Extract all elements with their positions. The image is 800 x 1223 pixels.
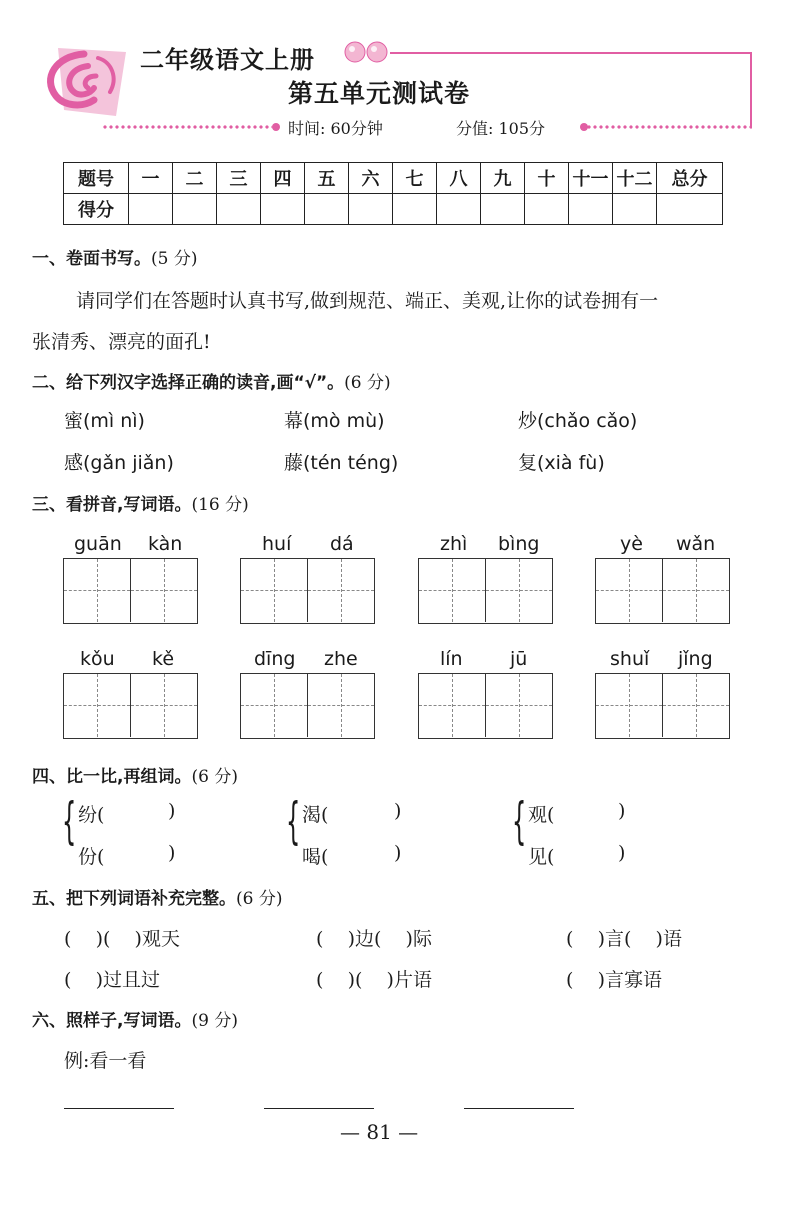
pinyin-label: kàn xyxy=(148,533,183,555)
header-frame-line xyxy=(750,52,752,128)
writing-grid[interactable] xyxy=(63,558,198,624)
score-input-cell[interactable] xyxy=(217,194,261,225)
pinyin-label: dīng xyxy=(254,648,296,670)
pinyin-label: jū xyxy=(510,648,528,670)
idiom-blank[interactable]: ( )边( )际 xyxy=(316,928,432,950)
brace-icon: { xyxy=(286,792,301,850)
table-row xyxy=(64,194,723,225)
table-cell: 总分 xyxy=(657,163,723,194)
writing-grid[interactable] xyxy=(418,673,553,739)
reading-choice[interactable]: 藤(tén téng) xyxy=(284,452,399,474)
dotted-divider xyxy=(102,125,272,129)
writing-grid[interactable] xyxy=(418,558,553,624)
compare-close: ) xyxy=(394,842,402,864)
exam-time: 时间: 60分钟 xyxy=(288,119,383,138)
idiom-blank[interactable]: ( )( )观天 xyxy=(64,928,180,950)
table-cell: 十一 xyxy=(569,163,613,194)
answer-line[interactable] xyxy=(64,1108,174,1109)
score-input-cell[interactable] xyxy=(173,194,217,225)
page-number: — 81 — xyxy=(340,1120,419,1144)
section-1-text: 张清秀、漂亮的面孔! xyxy=(32,331,211,353)
writing-grid[interactable] xyxy=(240,673,375,739)
exam-score: 分值: 105分 xyxy=(456,119,546,138)
writing-grid[interactable] xyxy=(240,558,375,624)
compare-close: ) xyxy=(394,800,402,822)
writing-grid[interactable] xyxy=(63,673,198,739)
answer-line[interactable] xyxy=(464,1108,574,1109)
bubbles-icon xyxy=(342,40,392,64)
section-3-heading: 三、看拼音,写词语。(16 分) xyxy=(32,495,249,515)
writing-grid[interactable] xyxy=(595,673,730,739)
compare-close: ) xyxy=(618,800,626,822)
idiom-blank[interactable]: ( )言寡语 xyxy=(566,969,662,991)
page-title: 第五单元测试卷 xyxy=(288,79,471,108)
grade-subtitle: 二年级语文上册 xyxy=(140,46,315,74)
score-input-cell[interactable] xyxy=(261,194,305,225)
answer-line[interactable] xyxy=(264,1108,374,1109)
table-cell: 得分 xyxy=(64,194,129,225)
idiom-blank[interactable]: ( )过且过 xyxy=(64,969,160,991)
table-cell: 四 xyxy=(261,163,305,194)
section-4-heading: 四、比一比,再组词。(6 分) xyxy=(32,767,238,787)
section-6-heading: 六、照样子,写词语。(9 分) xyxy=(32,1011,238,1031)
divider-dot xyxy=(272,123,280,131)
section-5-heading: 五、把下列词语补充完整。(6 分) xyxy=(32,889,283,909)
brace-icon: { xyxy=(512,792,527,850)
idiom-blank[interactable]: ( )言( )语 xyxy=(566,928,682,950)
pinyin-label: lín xyxy=(440,648,463,670)
score-table xyxy=(63,162,723,225)
brace-icon: { xyxy=(62,792,77,850)
pinyin-label: bìng xyxy=(498,533,540,555)
pinyin-label: kǒu xyxy=(80,648,115,670)
compare-word[interactable]: 观( xyxy=(528,804,555,826)
table-cell: 九 xyxy=(481,163,525,194)
table-cell: 八 xyxy=(437,163,481,194)
compare-word[interactable]: 喝( xyxy=(302,846,329,868)
compare-word[interactable]: 份( xyxy=(78,846,105,868)
section-2-heading: 二、给下列汉字选择正确的读音,画“√”。(6 分) xyxy=(32,373,391,393)
pinyin-label: huí xyxy=(262,533,292,555)
score-input-cell[interactable] xyxy=(437,194,481,225)
pinyin-label: yè xyxy=(620,533,643,555)
table-cell: 题号 xyxy=(64,163,129,194)
compare-close: ) xyxy=(168,800,176,822)
pinyin-label: kě xyxy=(152,648,175,670)
pinyin-label: wǎn xyxy=(676,533,716,555)
score-input-cell[interactable] xyxy=(525,194,569,225)
compare-word[interactable]: 渴( xyxy=(302,804,329,826)
compare-close: ) xyxy=(618,842,626,864)
table-cell: 五 xyxy=(305,163,349,194)
writing-grid[interactable] xyxy=(595,558,730,624)
pinyin-label: guān xyxy=(74,533,122,555)
pinyin-label: jǐng xyxy=(678,648,713,670)
section-1-heading: 一、卷面书写。(5 分) xyxy=(32,249,198,269)
section-1-text: 请同学们在答题时认真书写,做到规范、端正、美观,让你的试卷拥有一 xyxy=(76,290,659,312)
pinyin-label: shuǐ xyxy=(610,648,650,670)
score-input-cell[interactable] xyxy=(613,194,657,225)
table-cell: 三 xyxy=(217,163,261,194)
reading-choice[interactable]: 蜜(mì nì) xyxy=(64,410,145,432)
table-cell: 十 xyxy=(525,163,569,194)
table-cell: 二 xyxy=(173,163,217,194)
compare-word[interactable]: 纷( xyxy=(78,804,105,826)
dotted-divider xyxy=(586,125,752,129)
reading-choice[interactable]: 感(gǎn jiǎn) xyxy=(64,452,174,474)
table-cell: 一 xyxy=(129,163,173,194)
score-input-cell[interactable] xyxy=(657,194,723,225)
score-input-cell[interactable] xyxy=(569,194,613,225)
swirl-logo-icon xyxy=(38,44,130,120)
idiom-blank[interactable]: ( )( )片语 xyxy=(316,969,432,991)
score-input-cell[interactable] xyxy=(481,194,525,225)
pinyin-label: zhì xyxy=(440,533,468,555)
reading-choice[interactable]: 炒(chǎo cǎo) xyxy=(518,410,638,432)
pinyin-label: dá xyxy=(330,533,354,555)
header-frame-line xyxy=(390,52,752,54)
compare-close: ) xyxy=(168,842,176,864)
table-cell: 七 xyxy=(393,163,437,194)
table-row xyxy=(64,163,723,194)
compare-word[interactable]: 见( xyxy=(528,846,555,868)
score-input-cell[interactable] xyxy=(349,194,393,225)
table-cell: 六 xyxy=(349,163,393,194)
score-input-cell[interactable] xyxy=(129,194,173,225)
example-text: 例:看一看 xyxy=(64,1050,147,1072)
reading-choice[interactable]: 复(xià fù) xyxy=(518,452,605,474)
score-input-cell[interactable] xyxy=(393,194,437,225)
pinyin-label: zhe xyxy=(324,648,358,670)
score-input-cell[interactable] xyxy=(305,194,349,225)
table-cell: 十二 xyxy=(613,163,657,194)
reading-choice[interactable]: 幕(mò mù) xyxy=(284,410,385,432)
